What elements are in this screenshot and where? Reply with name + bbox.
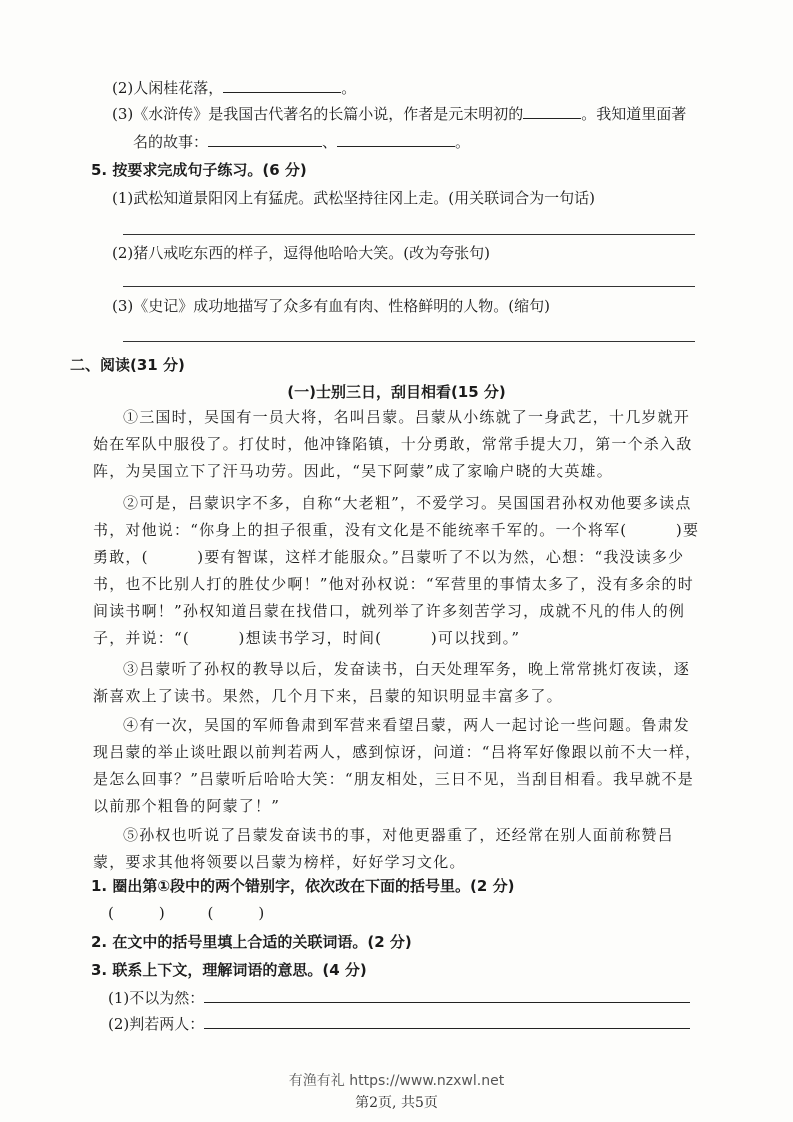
q5-2-text: (2)猪八戒吃东西的样子，逗得他哈哈大笑。(改为夸张句) [112, 244, 490, 262]
reading-q1: 1. 圈出第①段中的两个错别字，依次改在下面的括号里。(2 分) [91, 877, 515, 895]
section-2-title: 二、阅读(31 分) [70, 356, 185, 374]
q4-3-line2 [133, 132, 470, 152]
q3-2-label: (2)判若两人： [108, 1015, 205, 1033]
paragraph-1: ①三国时，吴国有一员大将，名叫吕蒙。吕蒙从小练就了一身武艺，十几岁就开始在军队中服役了。打仗时，他冲锋陷镇，十分勇敢，常常手提大刀，第一个杀入敌阵，为吴国立下了汗马功劳。因此，“吴下阿蒙”成了家喻户晓的大英雄。 [93, 408, 693, 480]
reading-q3-2 [108, 1014, 690, 1034]
paragraph-3: ③吕蒙听了孙权的教导以后，发奋读书，白天处理军务，晚上常常挑灯夜读，逐渐喜欢上了读书。果然，几个月下来，吕蒙的知识明显丰富多了。 [93, 660, 691, 705]
q4-3-author-blank[interactable] [523, 104, 581, 119]
q4-2-blank[interactable] [223, 78, 341, 93]
q4-2-line [112, 78, 356, 98]
q4-3-story-blank-1[interactable] [208, 132, 322, 147]
q5-title: 5. 按要求完成句子练习。(6 分) [91, 161, 307, 179]
footer-page-info: 第2页, 共5页 [355, 1095, 438, 1111]
q4-3-tail: 。我知道里面著 [581, 105, 687, 123]
q4-3-line1 [112, 104, 686, 124]
paragraph-5: ⑤孙权也听说了吕蒙发奋读书的事，对他更器重了，还经常在别人面前称赞吕蒙，要求其他将领要以吕蒙为榜样，好好学习文化。 [93, 826, 674, 871]
q3-1-label: (1)不以为然： [108, 989, 205, 1007]
passage-title: (一)士别三日，刮目相看(15 分) [287, 383, 506, 401]
q5-1-text: (1)武松知道景阳冈上有猛虎。武松坚持往冈上走。(用关联词合为一句话) [112, 189, 595, 207]
q3-1-answer-blank[interactable] [204, 988, 690, 1003]
paragraph-4: ④有一次，吴国的军师鲁肃到军营来看望吕蒙，两人一起讨论一些问题。鲁肃发现吕蒙的举止谈吐跟以前判若两人，感到惊讶，问道：“吕将军好像跟以前不大一样，是怎么回事？”吕蒙听后哈哈大笑：“朋友相处，三日不见，当刮目相看。我早就不是以前那个粗鲁的阿蒙了！” [93, 716, 702, 815]
q4-2-label: (2)人闲桂花落， [112, 79, 224, 97]
q5-3-text: (3)《史记》成功地描写了众多有血有肉、性格鲜明的人物。(缩句) [112, 297, 550, 315]
paragraph-2: ②可是，吕蒙识字不多，自称“大老粗”，不爱学习。吴国国君孙权劝他要多读点书，对他说：“你身上的担子很重，没有文化是不能统率千军的。一个将军( )要勇敢，( )要有智谋，这样才能服众。”吕蒙听了不以为然，心想：“我没读多少书，也不比别人打的胜仗少啊！”他对孙权说：“军营里的事情太多了，没有多余的时间读书啊！”孙权知道吕蒙在找借口，就列举了许多刻苦学习，成就不凡的伟人的例子，并说：“( )想读书学习，时间( )可以找到。” [93, 494, 700, 647]
reading-q3-1 [108, 988, 690, 1008]
q5-2-answer-line[interactable] [123, 286, 695, 287]
q4-3-line2-label: 名的故事： [133, 133, 209, 151]
q3-2-answer-blank[interactable] [204, 1014, 690, 1029]
q5-3-answer-line[interactable] [123, 341, 695, 342]
q5-1-answer-line[interactable] [123, 234, 695, 235]
q4-3-story-blank-2[interactable] [337, 132, 455, 147]
q4-3-end: 。 [455, 133, 471, 151]
q1-answer-paren-1[interactable]: ( ) [108, 904, 165, 922]
reading-q3: 3. 联系上下文，理解词语的意思。(4 分) [91, 961, 367, 979]
reading-q1-answers [108, 903, 264, 923]
footer-watermark: 有渔有礼 https://www.nzxwl.net [288, 1073, 505, 1089]
q4-3-separator: 、 [322, 133, 338, 151]
q1-answer-paren-2[interactable]: ( ) [207, 904, 265, 922]
reading-q2: 2. 在文中的括号里填上合适的关联词语。(2 分) [91, 933, 412, 951]
q4-3-text: (3)《水浒传》是我国古代著名的长篇小说，作者是元末明初的 [112, 105, 524, 123]
q4-2-end: 。 [341, 79, 357, 97]
